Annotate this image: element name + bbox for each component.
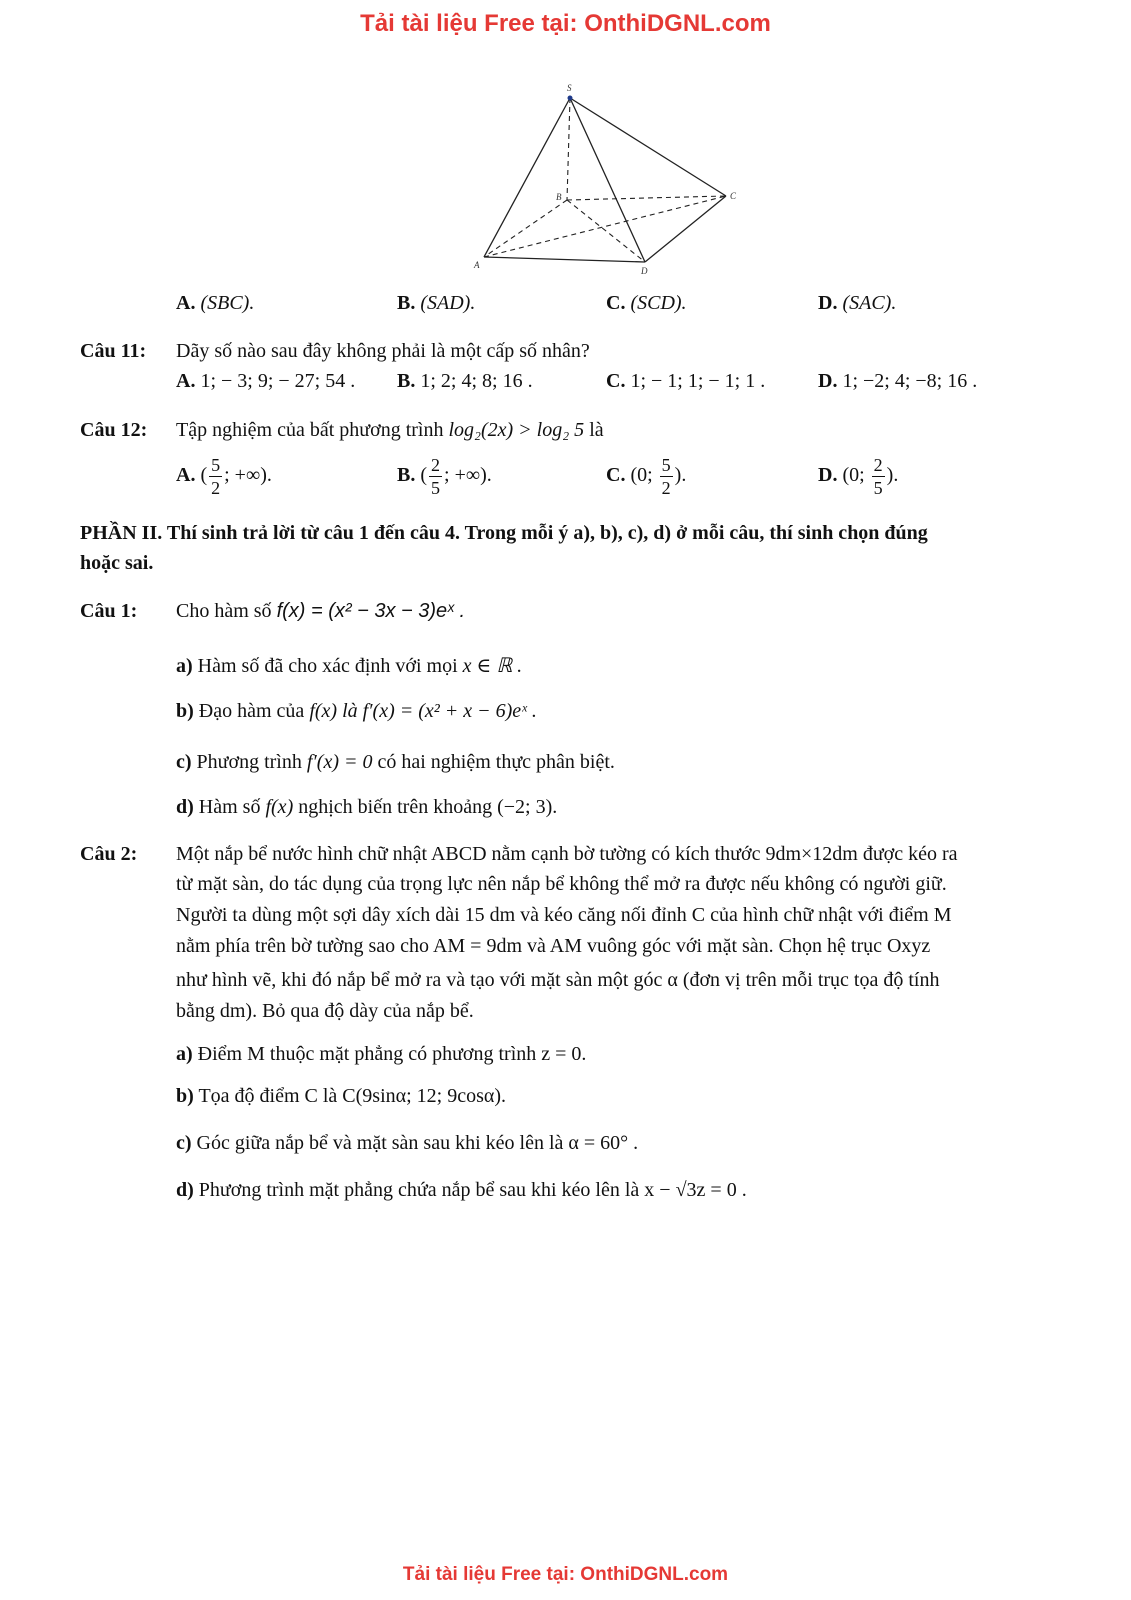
- q11-text: Dãy số nào sau đây không phải là một cấp số nhân?: [176, 340, 590, 362]
- edge-SD: [570, 98, 645, 262]
- c2-line-3: Người ta dùng một sợi dây xích dài 15 dm và kéo căng nối đỉnh C của hình chữ nhật với điểm M: [176, 904, 952, 926]
- q10-option-b[interactable]: B. (SAD).: [397, 292, 476, 314]
- c1-item-b[interactable]: b) Đạo hàm của f(x) là f′(x) = (x² + x − 6)eˣ .: [176, 700, 537, 722]
- q12-inequality: log₂(2x) > log₂ 5: [448, 419, 585, 441]
- c2-item-c[interactable]: c) Góc giữa nắp bể và mặt sàn sau khi kéo lên là α = 60° .: [176, 1132, 639, 1154]
- c2-item-a[interactable]: a) Điểm M thuộc mặt phẳng có phương trình z = 0.: [176, 1043, 587, 1065]
- edge-AD: [484, 257, 645, 262]
- vertex-S: [568, 96, 573, 101]
- c1-item-a[interactable]: a) Hàm số đã cho xác định với mọi x ∈ ℝ .: [176, 655, 523, 677]
- q11-option-d[interactable]: D. 1; −2; 4; −8; 16 .: [818, 370, 978, 392]
- c2-item-d[interactable]: d) Phương trình mặt phẳng chứa nắp bể sau khi kéo lên là x − √3z = 0 .: [176, 1179, 747, 1201]
- fraction: $\frac{2}{5}$: [431, 455, 441, 498]
- c2-line-4: nằm phía trên bờ tường sao cho AM = 9dm và AM vuông góc với mặt sàn. Chọn hệ trục Oxyz: [176, 935, 931, 957]
- q11-option-b[interactable]: B. 1; 2; 4; 8; 16 .: [397, 370, 533, 392]
- c1-formula: f(x) = (x² − 3x − 3)eˣ .: [276, 600, 466, 622]
- q11-option-c[interactable]: C. 1; − 1; 1; − 1; 1 .: [606, 370, 766, 392]
- q12-text: Tập nghiệm của bất phương trình log₂(2x) > log₂ 5 là: [176, 419, 604, 441]
- c1-label: Câu 1:: [80, 600, 138, 622]
- edge-BA-hidden: [484, 200, 567, 257]
- part2-heading-line1: PHẦN II. Thí sinh trả lời từ câu 1 đến câu 4. Trong mỗi ý a), b), c), d) ở mỗi câu, thí sinh chọn đúng: [80, 522, 928, 544]
- part2-heading-line2: hoặc sai.: [80, 552, 154, 574]
- c2-line-2: từ mặt sàn, do tác dụng của trọng lực nên nắp bể không thể mở ra được nếu không có người giữ.: [176, 873, 947, 895]
- fraction: $\frac{2}{5}$: [873, 455, 883, 498]
- label-D: D: [641, 266, 648, 276]
- edge-SC: [570, 98, 726, 196]
- q12-option-c[interactable]: C. (0; $\frac{5}{2}$ ).: [606, 455, 687, 498]
- label-S: S: [567, 83, 572, 93]
- footer-banner[interactable]: Tải tài liệu Free tại: OnthiDGNL.com: [402, 1564, 729, 1585]
- c2-line-5: như hình vẽ, khi đó nắp bể mở ra và tạo với mặt sàn một góc α (đơn vị trên mỗi trục tọa độ tính: [176, 969, 940, 991]
- c2-item-b[interactable]: b) Tọa độ điểm C là C(9sinα; 12; 9cosα).: [176, 1085, 507, 1107]
- q11-option-a[interactable]: A. 1; − 3; 9; − 27; 54 .: [176, 370, 356, 392]
- q10-option-d[interactable]: D. (SAC).: [818, 292, 897, 314]
- q12-option-b[interactable]: B. ( $\frac{2}{5}$ ; +∞).: [397, 455, 492, 498]
- edge-SA: [484, 98, 570, 257]
- q12-option-d[interactable]: D. (0; $\frac{2}{5}$ ).: [818, 455, 899, 498]
- edge-AC-hidden: [484, 196, 726, 257]
- c2-line-6: bằng dm). Bỏ qua độ dày của nắp bể.: [176, 1000, 474, 1022]
- label-B: B: [556, 192, 562, 202]
- edge-BC-hidden: [567, 196, 726, 200]
- q12-option-a[interactable]: A. ( $\frac{5}{2}$ ; +∞).: [176, 455, 272, 498]
- label-C: C: [730, 191, 737, 201]
- c1-item-c[interactable]: c) Phương trình f′(x) = 0 có hai nghiệm thực phân biệt.: [176, 751, 615, 773]
- c1-text: Cho hàm số f(x) = (x² − 3x − 3)eˣ .: [176, 600, 466, 622]
- q12-label: Câu 12:: [80, 419, 148, 441]
- fraction: $\frac{5}{2}$: [211, 455, 221, 498]
- label-A: A: [474, 260, 480, 270]
- pyramid-figure: [470, 82, 750, 277]
- q10-option-a[interactable]: A. (SBC).: [176, 292, 255, 314]
- c2-label: Câu 2:: [80, 843, 138, 865]
- header-banner[interactable]: Tải tài liệu Free tại: OnthiDGNL.com: [360, 10, 771, 37]
- edge-BD-hidden: [567, 200, 645, 262]
- q10-option-c[interactable]: C. (SCD).: [606, 292, 687, 314]
- fraction: $\frac{5}{2}$: [661, 455, 671, 498]
- q11-label: Câu 11:: [80, 340, 147, 362]
- c1-item-d[interactable]: d) Hàm số f(x) nghịch biến trên khoảng (−2; 3).: [176, 796, 558, 818]
- edge-SB-hidden: [567, 98, 570, 200]
- c2-line-1: Một nắp bể nước hình chữ nhật ABCD nằm cạnh bờ tường có kích thước 9dm×12dm được kéo ra: [176, 843, 958, 865]
